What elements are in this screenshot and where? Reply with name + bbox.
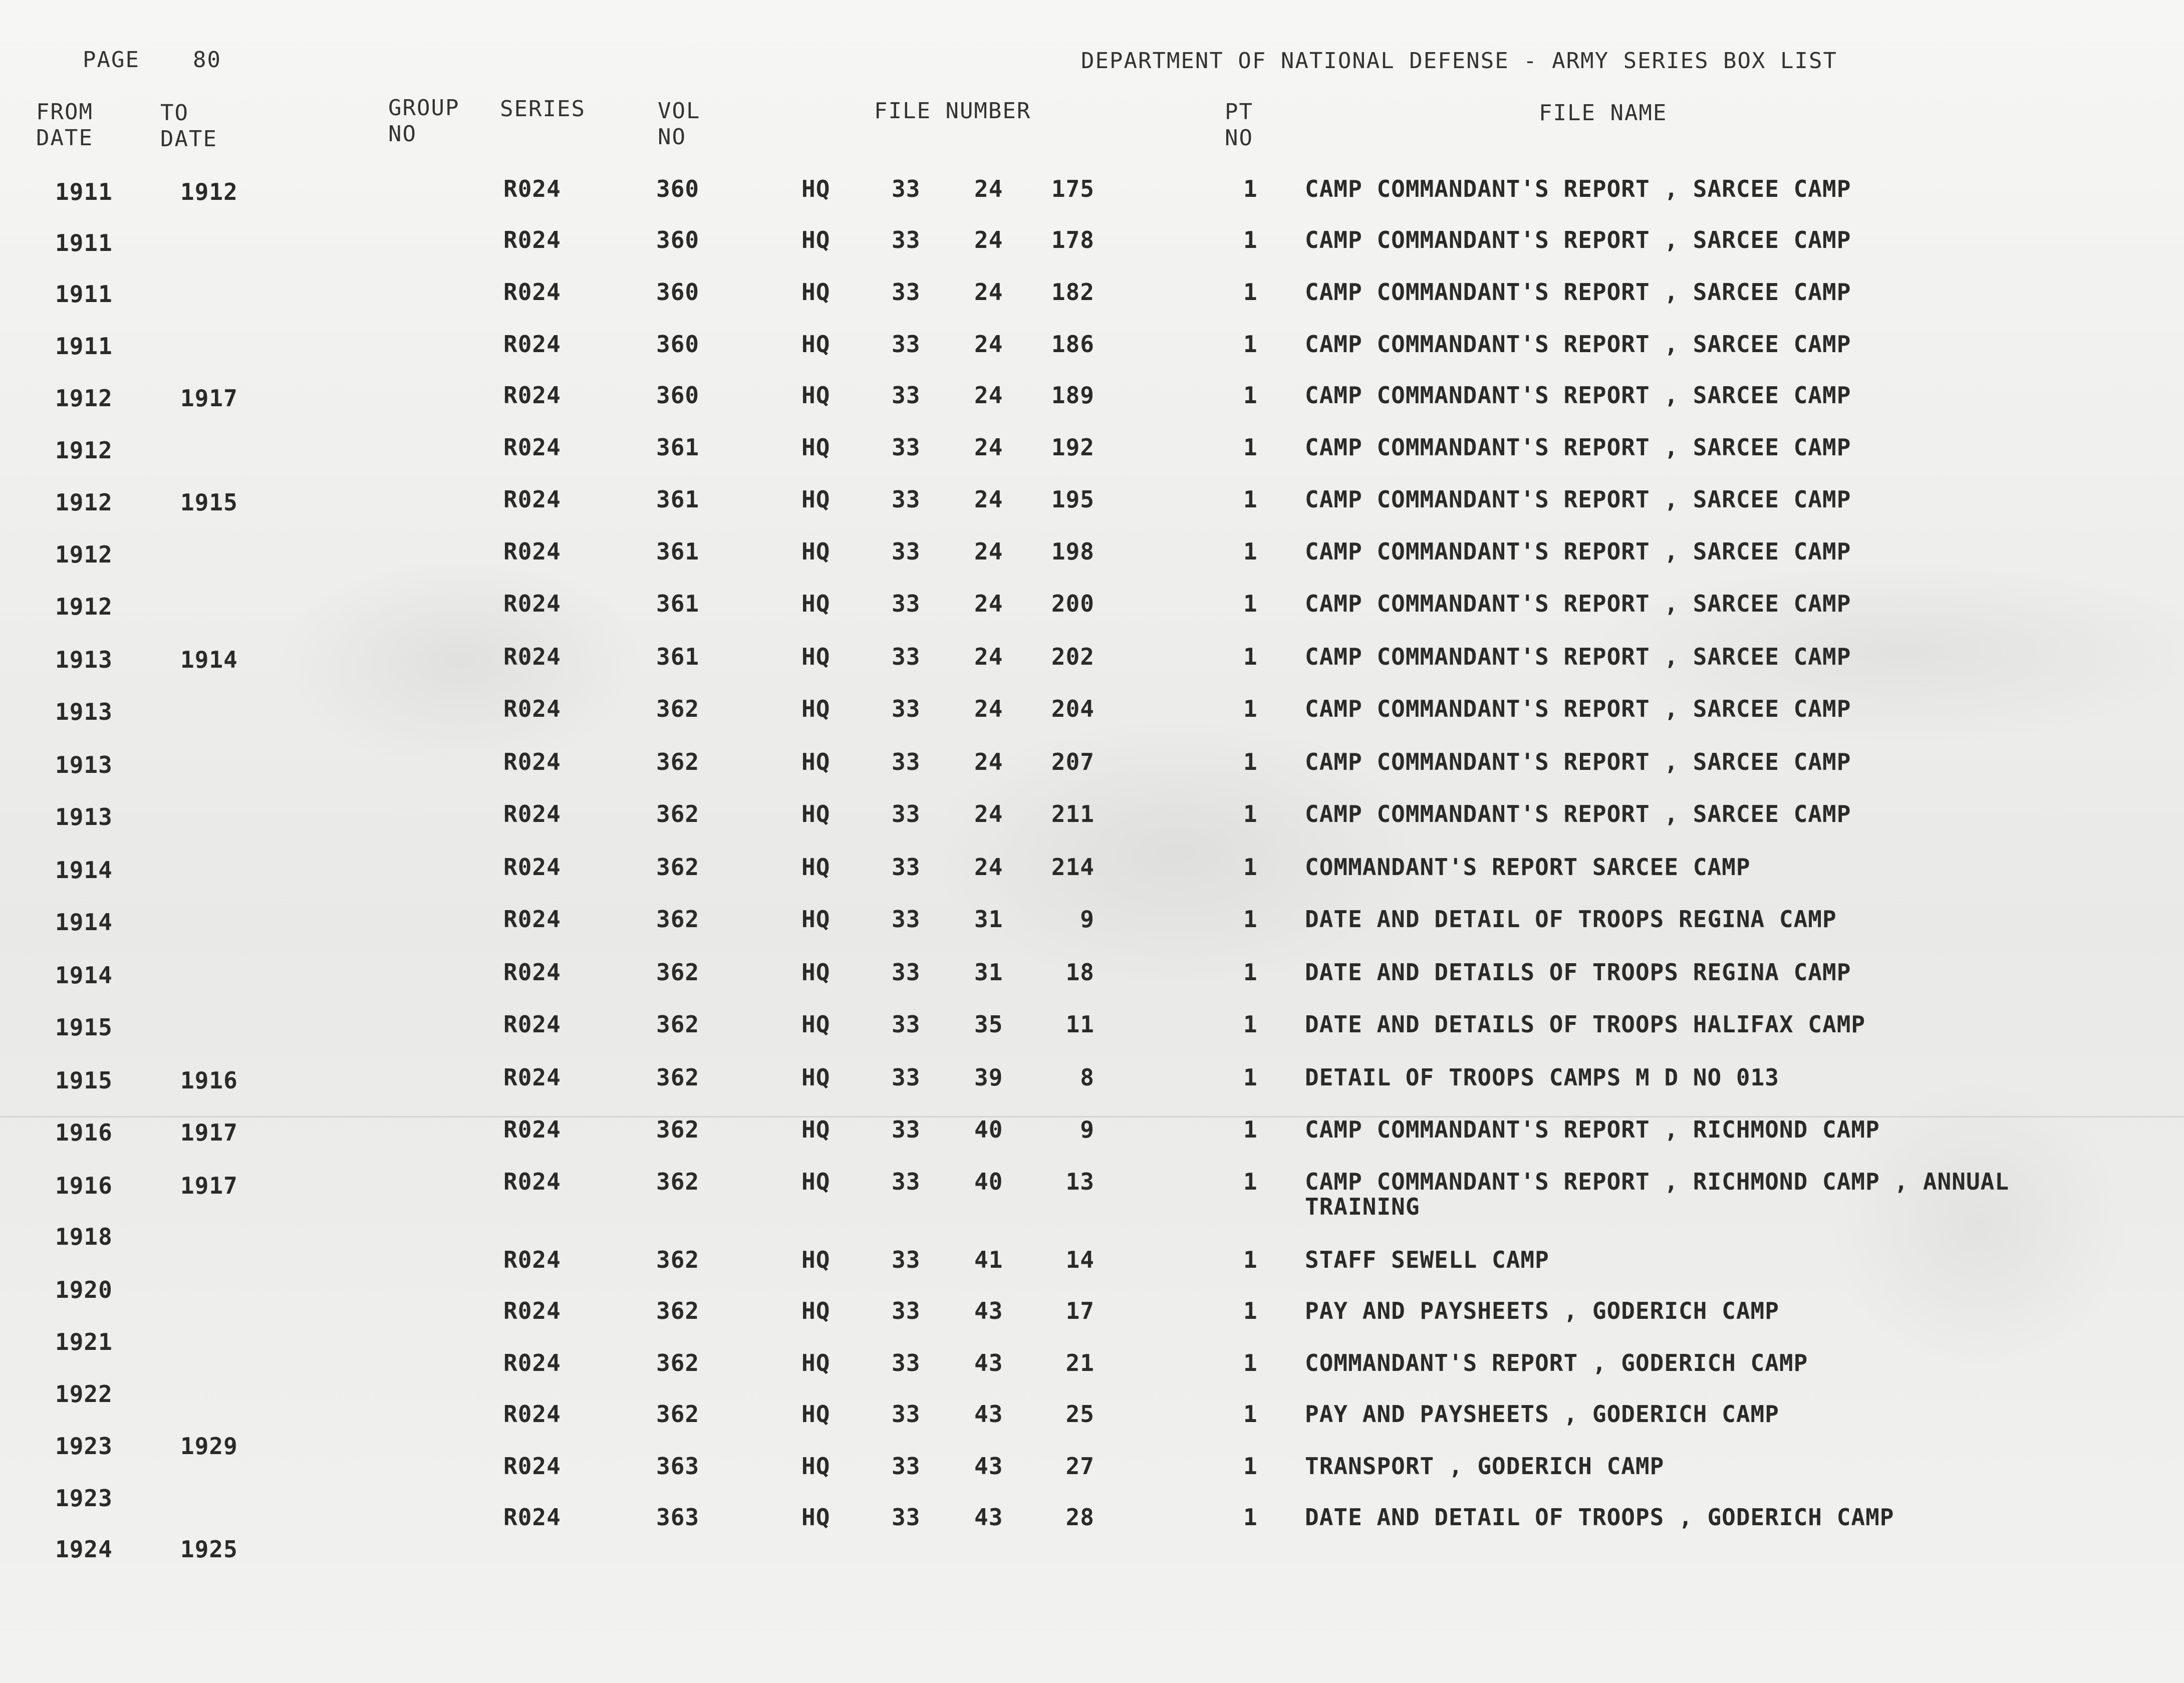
file-name-continuation: TRAINING <box>1305 1193 1420 1220</box>
series-code: R024 <box>503 1064 561 1091</box>
part-number: 1 <box>1243 1349 1258 1376</box>
file-number-part-3: 198 <box>1051 538 1095 565</box>
volume-number: 362 <box>656 800 700 827</box>
file-name: CAMP COMMANDANT'S REPORT , SARCEE CAMP <box>1305 226 1851 253</box>
series-code: R024 <box>503 434 561 461</box>
series-code: R024 <box>503 854 561 881</box>
col-group-no-line2: NO <box>388 121 417 147</box>
to-date: 1917 <box>180 1172 238 1199</box>
from-date: 1911 <box>55 229 113 256</box>
from-date: 1916 <box>55 1119 113 1146</box>
page-number: 80 <box>193 47 221 73</box>
col-pt-no-line1: PT <box>1225 99 1253 125</box>
file-number-part-2: 24 <box>974 643 1003 670</box>
file-number-part-1: 33 <box>892 434 921 461</box>
part-number: 1 <box>1243 1453 1258 1480</box>
file-number-part-2: 43 <box>974 1504 1003 1531</box>
part-number: 1 <box>1243 800 1258 827</box>
file-prefix: HQ <box>801 800 831 827</box>
file-number-part-3: 21 <box>1065 1349 1095 1376</box>
volume-number: 360 <box>656 278 700 306</box>
file-prefix: HQ <box>801 434 831 461</box>
from-date: 1913 <box>55 646 113 673</box>
file-prefix: HQ <box>801 1297 831 1324</box>
file-number-part-3: 204 <box>1051 695 1095 722</box>
file-number-part-2: 24 <box>974 331 1003 358</box>
file-name: COMMANDANT'S REPORT , GODERICH CAMP <box>1305 1349 1808 1376</box>
from-date: 1923 <box>55 1433 113 1460</box>
volume-number: 362 <box>656 959 700 986</box>
file-number-part-2: 43 <box>974 1297 1003 1324</box>
part-number: 1 <box>1243 486 1258 513</box>
file-number-part-1: 33 <box>892 959 921 986</box>
col-pt-no-line2: NO <box>1225 125 1253 151</box>
page-label: PAGE <box>83 47 140 73</box>
file-prefix: HQ <box>801 486 831 513</box>
volume-number: 362 <box>656 854 700 881</box>
volume-number: 360 <box>656 331 700 358</box>
volume-number: 363 <box>656 1504 700 1531</box>
file-name: CAMP COMMANDANT'S REPORT , SARCEE CAMP <box>1305 175 1851 202</box>
file-number-part-3: 9 <box>1080 906 1095 933</box>
volume-number: 361 <box>656 538 700 565</box>
file-number-part-1: 33 <box>892 382 921 409</box>
from-date: 1914 <box>55 962 113 989</box>
series-code: R024 <box>503 643 561 670</box>
from-date: 1912 <box>55 489 113 516</box>
file-number-part-3: 200 <box>1051 590 1095 617</box>
file-prefix: HQ <box>801 643 831 670</box>
file-number-part-3: 8 <box>1080 1064 1095 1091</box>
col-to-date-line2: DATE <box>160 126 217 152</box>
file-number-part-3: 214 <box>1051 854 1095 881</box>
file-number-part-1: 33 <box>892 906 921 933</box>
file-number-part-1: 33 <box>892 1453 921 1480</box>
file-number-part-2: 40 <box>974 1116 1003 1143</box>
file-number-part-2: 24 <box>974 175 1003 202</box>
to-date: 1929 <box>180 1433 238 1460</box>
series-code: R024 <box>503 800 561 827</box>
series-code: R024 <box>503 748 561 775</box>
series-code: R024 <box>503 1168 561 1195</box>
file-number-part-3: 9 <box>1080 1116 1095 1143</box>
series-code: R024 <box>503 278 561 306</box>
file-number-part-1: 33 <box>892 1011 921 1038</box>
file-name: CAMP COMMANDANT'S REPORT , RICHMOND CAMP <box>1305 1116 1880 1143</box>
file-number-part-3: 186 <box>1051 331 1095 358</box>
from-date: 1915 <box>55 1067 113 1094</box>
series-code: R024 <box>503 1297 561 1324</box>
file-name: DATE AND DETAILS OF TROOPS HALIFAX CAMP <box>1305 1011 1866 1038</box>
file-name: CAMP COMMANDANT'S REPORT , RICHMOND CAMP , ANNUAL <box>1305 1168 2010 1195</box>
series-code: R024 <box>503 590 561 617</box>
series-code: R024 <box>503 959 561 986</box>
volume-number: 360 <box>656 382 700 409</box>
from-date: 1915 <box>55 1014 113 1041</box>
part-number: 1 <box>1243 226 1258 253</box>
file-prefix: HQ <box>801 1453 831 1480</box>
file-number-part-2: 24 <box>974 278 1003 306</box>
volume-number: 362 <box>656 1116 700 1143</box>
file-name: CAMP COMMANDANT'S REPORT , SARCEE CAMP <box>1305 382 1851 409</box>
file-number-part-2: 43 <box>974 1349 1003 1376</box>
volume-number: 361 <box>656 486 700 513</box>
from-date: 1923 <box>55 1485 113 1512</box>
part-number: 1 <box>1243 331 1258 358</box>
part-number: 1 <box>1243 382 1258 409</box>
part-number: 1 <box>1243 1011 1258 1038</box>
file-number-part-3: 178 <box>1051 226 1095 253</box>
file-number-part-1: 33 <box>892 748 921 775</box>
from-date: 1916 <box>55 1172 113 1199</box>
file-number-part-3: 207 <box>1051 748 1095 775</box>
file-number-part-1: 33 <box>892 1349 921 1376</box>
series-code: R024 <box>503 1011 561 1038</box>
col-from-date-line2: DATE <box>36 125 93 151</box>
file-prefix: HQ <box>801 278 831 306</box>
series-code: R024 <box>503 906 561 933</box>
file-number-part-3: 13 <box>1065 1168 1095 1195</box>
file-number-part-1: 33 <box>892 1168 921 1195</box>
part-number: 1 <box>1243 854 1258 881</box>
file-number-part-2: 24 <box>974 695 1003 722</box>
volume-number: 362 <box>656 695 700 722</box>
from-date: 1920 <box>55 1276 113 1303</box>
file-number-part-3: 17 <box>1065 1297 1095 1324</box>
file-name: CAMP COMMANDANT'S REPORT , SARCEE CAMP <box>1305 695 1851 722</box>
from-date: 1924 <box>55 1536 113 1563</box>
file-number-part-2: 24 <box>974 226 1003 253</box>
file-name: CAMP COMMANDANT'S REPORT , SARCEE CAMP <box>1305 800 1851 827</box>
part-number: 1 <box>1243 748 1258 775</box>
file-number-part-2: 24 <box>974 486 1003 513</box>
file-number-part-1: 33 <box>892 538 921 565</box>
series-code: R024 <box>503 1116 561 1143</box>
series-code: R024 <box>503 486 561 513</box>
volume-number: 362 <box>656 1011 700 1038</box>
from-date: 1911 <box>55 280 113 308</box>
file-name: DATE AND DETAIL OF TROOPS REGINA CAMP <box>1305 906 1837 933</box>
file-number-part-1: 33 <box>892 1504 921 1531</box>
file-number-part-3: 202 <box>1051 643 1095 670</box>
series-code: R024 <box>503 538 561 565</box>
file-number-part-2: 31 <box>974 906 1003 933</box>
file-name: CAMP COMMANDANT'S REPORT , SARCEE CAMP <box>1305 331 1851 358</box>
file-number-part-1: 33 <box>892 1246 921 1273</box>
file-number-part-1: 33 <box>892 331 921 358</box>
col-file-name: FILE NAME <box>1539 100 1668 126</box>
file-prefix: HQ <box>801 906 831 933</box>
file-prefix: HQ <box>801 854 831 881</box>
file-number-part-2: 24 <box>974 854 1003 881</box>
part-number: 1 <box>1243 1297 1258 1324</box>
part-number: 1 <box>1243 175 1258 202</box>
file-name: DATE AND DETAILS OF TROOPS REGINA CAMP <box>1305 959 1851 986</box>
file-name: CAMP COMMANDANT'S REPORT , SARCEE CAMP <box>1305 590 1851 617</box>
part-number: 1 <box>1243 1504 1258 1531</box>
volume-number: 362 <box>656 1064 700 1091</box>
file-name: PAY AND PAYSHEETS , GODERICH CAMP <box>1305 1400 1779 1428</box>
file-prefix: HQ <box>801 538 831 565</box>
file-number-part-3: 211 <box>1051 800 1095 827</box>
file-number-part-2: 31 <box>974 959 1003 986</box>
part-number: 1 <box>1243 695 1258 722</box>
file-name: CAMP COMMANDANT'S REPORT , SARCEE CAMP <box>1305 434 1851 461</box>
series-code: R024 <box>503 1349 561 1376</box>
file-name: STAFF SEWELL CAMP <box>1305 1246 1549 1273</box>
volume-number: 362 <box>656 1349 700 1376</box>
file-name: CAMP COMMANDANT'S REPORT , SARCEE CAMP <box>1305 643 1851 670</box>
file-number-part-2: 40 <box>974 1168 1003 1195</box>
file-name: DATE AND DETAIL OF TROOPS , GODERICH CAMP <box>1305 1504 1894 1531</box>
to-date: 1915 <box>180 489 238 516</box>
series-code: R024 <box>503 1246 561 1273</box>
from-date: 1912 <box>55 385 113 412</box>
file-number-part-1: 33 <box>892 1297 921 1324</box>
file-number-part-2: 24 <box>974 590 1003 617</box>
file-prefix: HQ <box>801 382 831 409</box>
file-number-part-3: 195 <box>1051 486 1095 513</box>
from-date: 1911 <box>55 333 113 360</box>
series-code: R024 <box>503 1400 561 1428</box>
file-prefix: HQ <box>801 226 831 253</box>
file-number-part-3: 175 <box>1051 175 1095 202</box>
volume-number: 362 <box>656 906 700 933</box>
from-date: 1918 <box>55 1223 113 1250</box>
col-from-date-line1: FROM <box>36 99 93 125</box>
from-date: 1912 <box>55 541 113 568</box>
file-prefix: HQ <box>801 1400 831 1428</box>
volume-number: 362 <box>656 1297 700 1324</box>
file-prefix: HQ <box>801 331 831 358</box>
series-code: R024 <box>503 175 561 202</box>
file-prefix: HQ <box>801 695 831 722</box>
file-name: PAY AND PAYSHEETS , GODERICH CAMP <box>1305 1297 1779 1324</box>
file-number-part-2: 43 <box>974 1453 1003 1480</box>
part-number: 1 <box>1243 278 1258 306</box>
part-number: 1 <box>1243 434 1258 461</box>
col-group-no-line1: GROUP <box>388 95 460 121</box>
volume-number: 360 <box>656 226 700 253</box>
col-file-number: FILE NUMBER <box>874 98 1031 124</box>
from-date: 1912 <box>55 593 113 620</box>
from-date: 1911 <box>55 178 113 205</box>
from-date: 1912 <box>55 437 113 464</box>
from-date: 1914 <box>55 857 113 884</box>
series-code: R024 <box>503 226 561 253</box>
from-date: 1922 <box>55 1380 113 1408</box>
volume-number: 362 <box>656 1168 700 1195</box>
file-number-part-1: 33 <box>892 1116 921 1143</box>
file-number-part-3: 27 <box>1065 1453 1095 1480</box>
file-prefix: HQ <box>801 175 831 202</box>
file-number-part-2: 35 <box>974 1011 1003 1038</box>
file-number-part-1: 33 <box>892 695 921 722</box>
file-prefix: HQ <box>801 590 831 617</box>
file-number-part-2: 41 <box>974 1246 1003 1273</box>
to-date: 1917 <box>180 385 238 412</box>
part-number: 1 <box>1243 1064 1258 1091</box>
file-number-part-1: 33 <box>892 854 921 881</box>
to-date: 1916 <box>180 1067 238 1094</box>
file-name: CAMP COMMANDANT'S REPORT , SARCEE CAMP <box>1305 748 1851 775</box>
part-number: 1 <box>1243 1400 1258 1428</box>
file-number-part-2: 24 <box>974 800 1003 827</box>
from-date: 1913 <box>55 698 113 725</box>
file-prefix: HQ <box>801 1246 831 1273</box>
file-number-part-3: 18 <box>1065 959 1095 986</box>
file-number-part-1: 33 <box>892 278 921 306</box>
file-number-part-1: 33 <box>892 1400 921 1428</box>
file-number-part-1: 33 <box>892 486 921 513</box>
file-number-part-2: 24 <box>974 434 1003 461</box>
file-name: COMMANDANT'S REPORT SARCEE CAMP <box>1305 854 1751 881</box>
file-name: DETAIL OF TROOPS CAMPS M D NO 013 <box>1305 1064 1779 1091</box>
col-series: SERIES <box>500 96 586 122</box>
part-number: 1 <box>1243 538 1258 565</box>
series-code: R024 <box>503 1504 561 1531</box>
to-date: 1925 <box>180 1536 238 1563</box>
volume-number: 361 <box>656 643 700 670</box>
series-code: R024 <box>503 1453 561 1480</box>
volume-number: 361 <box>656 590 700 617</box>
file-number-part-3: 182 <box>1051 278 1095 306</box>
file-number-part-3: 192 <box>1051 434 1095 461</box>
file-prefix: HQ <box>801 1504 831 1531</box>
file-number-part-3: 11 <box>1065 1011 1095 1038</box>
file-number-part-3: 14 <box>1065 1246 1095 1273</box>
file-number-part-1: 33 <box>892 226 921 253</box>
file-prefix: HQ <box>801 1168 831 1195</box>
file-number-part-2: 43 <box>974 1400 1003 1428</box>
from-date: 1913 <box>55 803 113 830</box>
part-number: 1 <box>1243 906 1258 933</box>
from-date: 1921 <box>55 1328 113 1355</box>
volume-number: 362 <box>656 1400 700 1428</box>
file-prefix: HQ <box>801 1349 831 1376</box>
file-prefix: HQ <box>801 1116 831 1143</box>
series-code: R024 <box>503 695 561 722</box>
file-name: TRANSPORT , GODERICH CAMP <box>1305 1453 1665 1480</box>
file-name: CAMP COMMANDANT'S REPORT , SARCEE CAMP <box>1305 278 1851 306</box>
file-number-part-3: 28 <box>1065 1504 1095 1531</box>
file-prefix: HQ <box>801 1011 831 1038</box>
part-number: 1 <box>1243 1246 1258 1273</box>
volume-number: 362 <box>656 748 700 775</box>
file-prefix: HQ <box>801 1064 831 1091</box>
volume-number: 362 <box>656 1246 700 1273</box>
file-number-part-1: 33 <box>892 1064 921 1091</box>
to-date: 1914 <box>180 646 238 673</box>
from-date: 1914 <box>55 909 113 936</box>
col-vol-no-line1: VOL <box>658 98 701 124</box>
file-number-part-3: 25 <box>1065 1400 1095 1428</box>
col-to-date-line1: TO <box>160 100 189 126</box>
file-number-part-2: 24 <box>974 538 1003 565</box>
file-name: CAMP COMMANDANT'S REPORT , SARCEE CAMP <box>1305 538 1851 565</box>
part-number: 1 <box>1243 643 1258 670</box>
from-date: 1913 <box>55 751 113 778</box>
file-number-part-1: 33 <box>892 800 921 827</box>
series-code: R024 <box>503 382 561 409</box>
part-number: 1 <box>1243 590 1258 617</box>
file-number-part-1: 33 <box>892 590 921 617</box>
volume-number: 363 <box>656 1453 700 1480</box>
file-number-part-2: 24 <box>974 748 1003 775</box>
file-number-part-3: 189 <box>1051 382 1095 409</box>
file-number-part-1: 33 <box>892 643 921 670</box>
document-title: DEPARTMENT OF NATIONAL DEFENSE - ARMY SERIES BOX LIST <box>1081 48 1837 74</box>
file-number-part-1: 33 <box>892 175 921 202</box>
to-date: 1917 <box>180 1119 238 1146</box>
to-date: 1912 <box>180 178 238 205</box>
file-number-part-2: 24 <box>974 382 1003 409</box>
part-number: 1 <box>1243 959 1258 986</box>
file-prefix: HQ <box>801 959 831 986</box>
file-prefix: HQ <box>801 748 831 775</box>
file-number-part-2: 39 <box>974 1064 1003 1091</box>
part-number: 1 <box>1243 1116 1258 1143</box>
volume-number: 361 <box>656 434 700 461</box>
part-number: 1 <box>1243 1168 1258 1195</box>
series-code: R024 <box>503 331 561 358</box>
volume-number: 360 <box>656 175 700 202</box>
col-vol-no-line2: NO <box>658 124 686 150</box>
file-name: CAMP COMMANDANT'S REPORT , SARCEE CAMP <box>1305 486 1851 513</box>
